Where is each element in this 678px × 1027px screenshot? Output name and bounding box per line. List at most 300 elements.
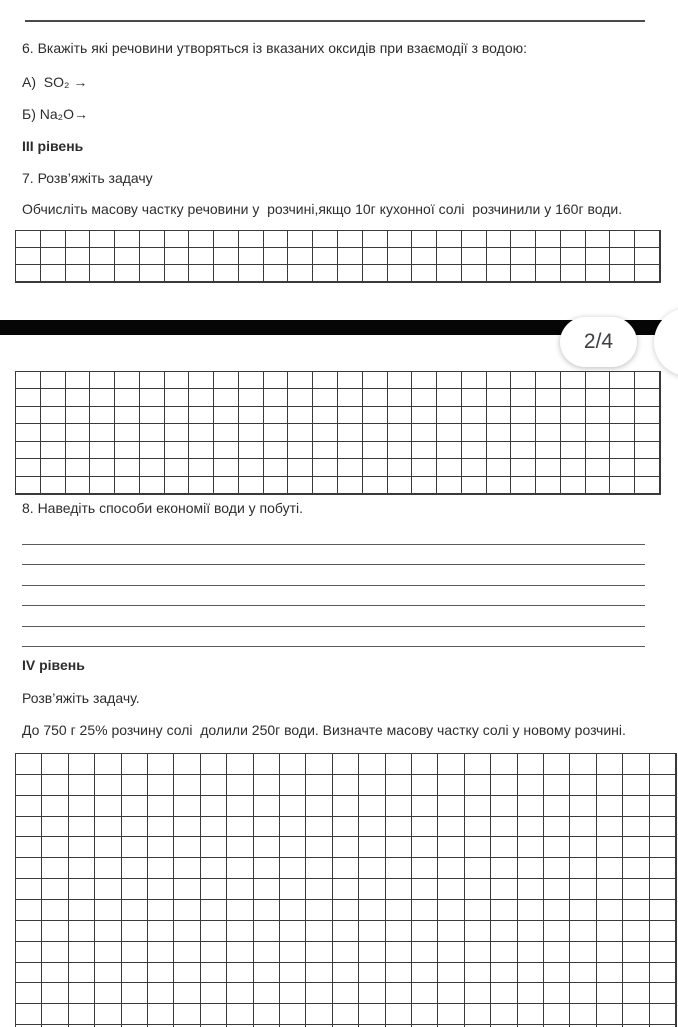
grid-cell (69, 817, 95, 838)
grid-cell (518, 775, 544, 796)
grid-cell (41, 442, 66, 459)
grid-cell (610, 477, 635, 494)
grid-cell (90, 265, 115, 282)
grid-cell (363, 389, 388, 406)
grid-cell (41, 248, 66, 265)
grid-cell (288, 407, 313, 424)
grid-cell (363, 407, 388, 424)
grid-cell (227, 858, 253, 879)
grid-cell (239, 407, 264, 424)
grid-cell (313, 477, 338, 494)
grid-cell (280, 963, 306, 984)
grid-cell (359, 858, 385, 879)
grid-cell (42, 983, 68, 1004)
grid-cell (122, 754, 148, 775)
grid-cell (438, 837, 464, 858)
grid-cell (227, 983, 253, 1004)
grid-cell (412, 407, 437, 424)
grid-cell (264, 231, 289, 248)
grid-cell (462, 407, 487, 424)
grid-cell (140, 424, 165, 441)
grid-cell (412, 372, 437, 389)
grid-cell (363, 248, 388, 265)
answer-write-line (22, 627, 645, 648)
grid-cell (359, 879, 385, 900)
grid-cell (412, 817, 438, 838)
grid-cell (536, 424, 561, 441)
grid-cell (462, 459, 487, 476)
grid-cell (148, 963, 174, 984)
grid-cell (386, 858, 412, 879)
grid-cell (650, 879, 676, 900)
grid-cell (174, 837, 200, 858)
grid-cell (650, 900, 676, 921)
grid-cell (174, 942, 200, 963)
grid-cell (66, 424, 91, 441)
grid-cell (570, 837, 596, 858)
grid-cell (254, 983, 280, 1004)
grid-cell (388, 248, 413, 265)
grid-cell (306, 900, 332, 921)
grid-cell (254, 963, 280, 984)
grid-cell (386, 900, 412, 921)
grid-cell (90, 459, 115, 476)
grid-cell (412, 963, 438, 984)
grid-cell (487, 265, 512, 282)
grid-cell (518, 796, 544, 817)
grid-cell (570, 942, 596, 963)
grid-cell (462, 248, 487, 265)
grid-cell (412, 900, 438, 921)
grid-cell (16, 983, 42, 1004)
grid-cell (412, 754, 438, 775)
grid-cell (227, 796, 253, 817)
grid-cell (174, 1004, 200, 1025)
grid-cell (69, 796, 95, 817)
grid-cell (306, 1004, 332, 1025)
grid-cell (586, 442, 611, 459)
grid-cell (518, 858, 544, 879)
grid-cell (148, 858, 174, 879)
grid-cell (465, 983, 491, 1004)
grid-cell (536, 231, 561, 248)
grid-cell (280, 879, 306, 900)
grid-cell (388, 389, 413, 406)
grid-cell (227, 963, 253, 984)
grid-cell (635, 424, 660, 441)
page-indicator-badge (560, 317, 637, 367)
grid-cell (115, 407, 140, 424)
grid-cell (650, 754, 676, 775)
grid-cell (264, 389, 289, 406)
grid-cell (115, 265, 140, 282)
grid-cell (487, 372, 512, 389)
grid-cell (140, 459, 165, 476)
grid-cell (201, 963, 227, 984)
grid-cell (586, 459, 611, 476)
grid-cell (42, 796, 68, 817)
grid-cell (635, 265, 660, 282)
grid-cell (148, 879, 174, 900)
grid-cell (386, 963, 412, 984)
answer-write-line (22, 586, 645, 607)
grid-cell (90, 424, 115, 441)
question-6-option-a: А) SO₂ → (22, 74, 88, 90)
task-7-text: Обчисліть масову частку речовини у розчині,якщо 10г кухонної солі розчинили у 160г води. (22, 201, 623, 217)
grid-cell (239, 459, 264, 476)
grid-cell (570, 858, 596, 879)
grid-cell (462, 265, 487, 282)
answer-write-line (22, 545, 645, 566)
grid-cell (122, 879, 148, 900)
grid-cell (338, 248, 363, 265)
grid-cell (412, 389, 437, 406)
grid-cell (333, 942, 359, 963)
grid-cell (561, 265, 586, 282)
grid-cell (174, 796, 200, 817)
grid-cell (487, 389, 512, 406)
grid-cell (359, 942, 385, 963)
grid-cell (570, 817, 596, 838)
grid-cell (518, 921, 544, 942)
grid-cell (518, 900, 544, 921)
grid-cell (16, 796, 42, 817)
grid-cell (388, 265, 413, 282)
grid-cell (491, 754, 517, 775)
grid-cell (386, 879, 412, 900)
grid-cell (214, 459, 239, 476)
grid-cell (561, 231, 586, 248)
grid-cell (227, 837, 253, 858)
grid-cell (465, 963, 491, 984)
grid-cell (465, 1004, 491, 1025)
grid-cell (650, 817, 676, 838)
grid-cell (363, 459, 388, 476)
grid-cell (623, 775, 649, 796)
grid-cell (148, 796, 174, 817)
grid-cell (338, 372, 363, 389)
grid-cell (412, 879, 438, 900)
grid-cell (438, 983, 464, 1004)
grid-cell (214, 407, 239, 424)
grid-cell (306, 942, 332, 963)
grid-cell (140, 248, 165, 265)
grid-cell (174, 900, 200, 921)
grid-cell (635, 477, 660, 494)
grid-cell (95, 963, 121, 984)
grid-cell (412, 1004, 438, 1025)
grid-cell (586, 265, 611, 282)
grid-cell (189, 248, 214, 265)
grid-cell (650, 858, 676, 879)
grid-cell (465, 796, 491, 817)
grid-cell (16, 817, 42, 838)
grid-cell (412, 477, 437, 494)
grid-cell (338, 265, 363, 282)
grid-cell (363, 372, 388, 389)
grid-cell (306, 837, 332, 858)
grid-cell (264, 265, 289, 282)
grid-cell (597, 817, 623, 838)
grid-cell (122, 775, 148, 796)
grid-cell (363, 231, 388, 248)
grid-cell (239, 477, 264, 494)
grid-cell (597, 775, 623, 796)
grid-cell (201, 775, 227, 796)
grid-cell (227, 1004, 253, 1025)
grid-cell (115, 424, 140, 441)
grid-cell (95, 796, 121, 817)
grid-cell (214, 389, 239, 406)
grid-cell (338, 477, 363, 494)
grid-cell (511, 389, 536, 406)
grid-cell (174, 858, 200, 879)
grid-cell (386, 796, 412, 817)
grid-cell (511, 265, 536, 282)
grid-cell (306, 775, 332, 796)
grid-cell (148, 775, 174, 796)
grid-cell (165, 424, 190, 441)
grid-cell (16, 372, 41, 389)
grid-cell (201, 983, 227, 1004)
grid-cell (570, 796, 596, 817)
grid-cell (254, 858, 280, 879)
grid-cell (148, 900, 174, 921)
grid-cell (388, 442, 413, 459)
grid-cell (635, 372, 660, 389)
answer-grid-task9 (15, 753, 677, 1027)
grid-cell (437, 372, 462, 389)
grid-cell (69, 775, 95, 796)
grid-cell (227, 817, 253, 838)
grid-cell (42, 1004, 68, 1025)
grid-cell (122, 942, 148, 963)
grid-cell (597, 1004, 623, 1025)
grid-cell (536, 407, 561, 424)
grid-cell (544, 837, 570, 858)
grid-cell (610, 231, 635, 248)
grid-cell (437, 265, 462, 282)
grid-cell (254, 942, 280, 963)
grid-cell (16, 231, 41, 248)
grid-cell (487, 248, 512, 265)
grid-cell (122, 921, 148, 942)
grid-cell (90, 442, 115, 459)
grid-cell (359, 775, 385, 796)
grid-cell (313, 265, 338, 282)
grid-cell (359, 983, 385, 1004)
grid-cell (597, 921, 623, 942)
grid-cell (610, 372, 635, 389)
grid-cell (388, 459, 413, 476)
grid-cell (623, 900, 649, 921)
grid-cell (90, 372, 115, 389)
grid-cell (635, 459, 660, 476)
grid-cell (42, 942, 68, 963)
grid-cell (610, 265, 635, 282)
grid-cell (462, 372, 487, 389)
grid-cell (306, 858, 332, 879)
grid-cell (16, 459, 41, 476)
grid-cell (570, 754, 596, 775)
grid-cell (189, 389, 214, 406)
grid-cell (386, 983, 412, 1004)
grid-cell (288, 372, 313, 389)
grid-cell (201, 900, 227, 921)
grid-cell (650, 796, 676, 817)
grid-cell (201, 796, 227, 817)
grid-cell (41, 389, 66, 406)
grid-cell (306, 921, 332, 942)
grid-cell (597, 858, 623, 879)
grid-cell (16, 921, 42, 942)
grid-cell (586, 248, 611, 265)
grid-cell (140, 231, 165, 248)
grid-cell (491, 858, 517, 879)
grid-cell (363, 265, 388, 282)
grid-cell (518, 754, 544, 775)
grid-cell (544, 858, 570, 879)
grid-cell (95, 858, 121, 879)
grid-cell (465, 754, 491, 775)
grid-cell (69, 1004, 95, 1025)
grid-cell (122, 817, 148, 838)
grid-cell (165, 459, 190, 476)
grid-cell (561, 424, 586, 441)
grid-cell (412, 942, 438, 963)
grid-cell (586, 372, 611, 389)
grid-cell (561, 248, 586, 265)
grid-cell (610, 407, 635, 424)
grid-cell (438, 879, 464, 900)
grid-cell (264, 442, 289, 459)
grid-cell (650, 921, 676, 942)
blank-write-line (25, 20, 645, 22)
grid-cell (264, 459, 289, 476)
grid-cell (511, 407, 536, 424)
grid-cell (338, 442, 363, 459)
grid-cell (42, 858, 68, 879)
grid-cell (338, 459, 363, 476)
grid-cell (201, 858, 227, 879)
grid-cell (214, 372, 239, 389)
grid-cell (437, 424, 462, 441)
grid-cell (90, 407, 115, 424)
grid-cell (16, 442, 41, 459)
grid-cell (165, 248, 190, 265)
grid-cell (333, 900, 359, 921)
grid-cell (16, 963, 42, 984)
grid-cell (254, 754, 280, 775)
grid-cell (201, 1004, 227, 1025)
grid-cell (333, 921, 359, 942)
grid-cell (386, 921, 412, 942)
grid-cell (227, 900, 253, 921)
grid-cell (288, 442, 313, 459)
grid-cell (90, 248, 115, 265)
grid-cell (412, 837, 438, 858)
grid-cell (650, 983, 676, 1004)
grid-cell (189, 459, 214, 476)
grid-cell (438, 817, 464, 838)
grid-cell (288, 231, 313, 248)
grid-cell (239, 424, 264, 441)
grid-cell (214, 265, 239, 282)
grid-cell (16, 424, 41, 441)
grid-cell (650, 942, 676, 963)
question-6-option-b: Б) Na₂O→ (22, 106, 88, 122)
grid-cell (254, 775, 280, 796)
grid-cell (69, 942, 95, 963)
grid-cell (635, 231, 660, 248)
answer-grid-continued (15, 371, 661, 495)
grid-cell (288, 265, 313, 282)
grid-cell (338, 389, 363, 406)
grid-cell (95, 900, 121, 921)
grid-cell (518, 942, 544, 963)
grid-cell (333, 754, 359, 775)
grid-cell (635, 389, 660, 406)
grid-cell (536, 372, 561, 389)
grid-cell (333, 858, 359, 879)
grid-cell (227, 754, 253, 775)
grid-cell (148, 817, 174, 838)
grid-cell (635, 248, 660, 265)
grid-cell (412, 265, 437, 282)
grid-cell (227, 942, 253, 963)
grid-cell (437, 407, 462, 424)
grid-cell (333, 796, 359, 817)
grid-cell (306, 963, 332, 984)
grid-cell (90, 389, 115, 406)
grid-cell (465, 942, 491, 963)
grid-cell (140, 265, 165, 282)
grid-cell (16, 389, 41, 406)
grid-cell (95, 879, 121, 900)
grid-cell (544, 900, 570, 921)
grid-cell (66, 477, 91, 494)
grid-cell (487, 231, 512, 248)
grid-cell (140, 389, 165, 406)
grid-cell (412, 424, 437, 441)
level-3-heading: III рівень (22, 138, 84, 154)
grid-cell (165, 389, 190, 406)
grid-cell (518, 837, 544, 858)
grid-cell (16, 265, 41, 282)
grid-cell (586, 389, 611, 406)
grid-cell (597, 796, 623, 817)
grid-cell (95, 942, 121, 963)
grid-cell (280, 837, 306, 858)
fast-scroll-handle[interactable] (654, 308, 678, 376)
grid-cell (264, 424, 289, 441)
grid-cell (239, 248, 264, 265)
grid-cell (42, 879, 68, 900)
grid-cell (313, 389, 338, 406)
grid-cell (140, 442, 165, 459)
grid-cell (66, 442, 91, 459)
grid-cell (214, 248, 239, 265)
grid-cell (561, 389, 586, 406)
grid-cell (174, 775, 200, 796)
grid-cell (388, 231, 413, 248)
grid-cell (386, 775, 412, 796)
grid-cell (536, 248, 561, 265)
grid-cell (41, 265, 66, 282)
grid-cell (306, 817, 332, 838)
grid-cell (511, 477, 536, 494)
grid-cell (597, 879, 623, 900)
